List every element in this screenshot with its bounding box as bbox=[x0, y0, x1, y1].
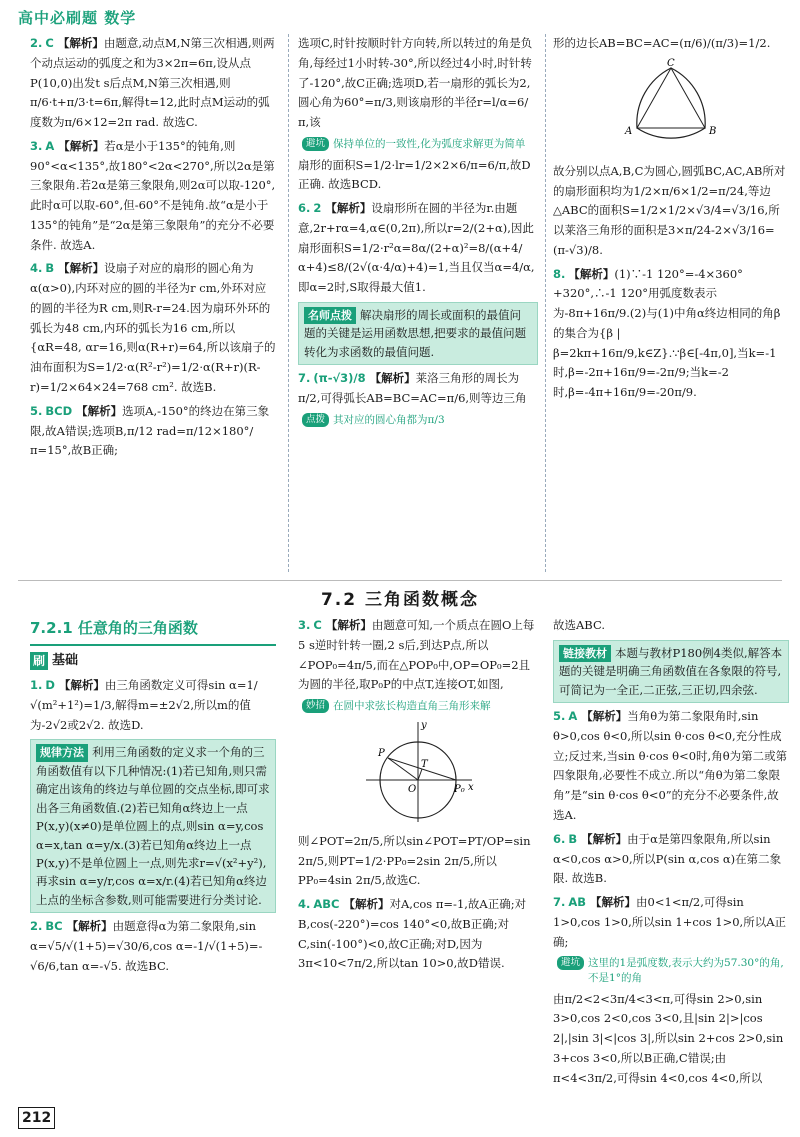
item-text: 选项A,-150°的终边在第三象限,故A错误;选项B,π/12 rad=π/12×180°/π=15°,故B正确; bbox=[30, 403, 270, 458]
solution-item bbox=[30, 676, 276, 735]
item-text: 由于α是第四象限角,所以sin α<0,cos α>0,所以P(sin α,cos α)在第二象限. 故选B. bbox=[553, 831, 782, 886]
solution-item bbox=[30, 917, 276, 976]
solution-item bbox=[298, 199, 538, 298]
item-tag: 【解析】 bbox=[58, 678, 105, 693]
item-number: 6. bbox=[298, 201, 311, 216]
label-x: x bbox=[468, 781, 474, 793]
item-answer: A bbox=[568, 709, 578, 724]
label-y: y bbox=[421, 719, 427, 731]
page-number: 212 bbox=[18, 1107, 55, 1129]
item-text: 由题意得α为第二象限角,sin α=√5/√(1+5)=√30/6,cos α=-1/√(1+5)=-√6/6,tan α=-√5. 故选BC. bbox=[30, 919, 263, 973]
item-tag: 【解析】 bbox=[581, 831, 628, 846]
solution-item bbox=[30, 259, 276, 397]
text-block: 则∠POT=2π/5,所以sin∠POT=PT/OP=sin 2π/5,则PT=1/2·PP₀=2sin 2π/5,所以PP₀=4sin 2π/5,故选C. bbox=[298, 833, 531, 888]
item-number: 5. bbox=[30, 403, 43, 418]
solution-item bbox=[298, 895, 538, 974]
side-note bbox=[302, 699, 538, 714]
item-answer: BC bbox=[45, 919, 63, 934]
item-answer: ABC bbox=[313, 897, 340, 912]
item-tag: 【解析】 bbox=[343, 897, 390, 912]
subsection-title: 7.2.1 任意角的三角函数 bbox=[30, 616, 276, 646]
equilateral-triangle bbox=[637, 68, 705, 128]
solution-item bbox=[553, 830, 789, 889]
item-number: 4. bbox=[30, 261, 43, 276]
item-text: 对A,cos π=-1,故A正确;对B,cos(-220°)=cos 140°<0,故B正确;对C,sin(-100°)<0,故C正确;对D,因为3π<10<7π/2,所以tan 10>0,故D错误. bbox=[298, 897, 527, 971]
text-block: 扇形的面积S=1/2·lr=1/2×2×6/π=6/π,故D正确. 故选BCD. bbox=[298, 157, 531, 192]
item-tag: 【解析】 bbox=[568, 266, 615, 281]
item-answer: B bbox=[568, 831, 578, 846]
section-title: 7.2 三角函数概念 bbox=[320, 590, 480, 610]
side-note bbox=[557, 956, 789, 985]
item-tag: 【解析】 bbox=[58, 138, 105, 153]
item-text: (1)∵-1 120°=-4×360°+320°,∴-1 120°用弧度数表示为-8π+16π/9.(2)与(1)中角α终边相同的角β的集合为{β | β=2kπ+16π/9,k∈Z}.∵β∈[-4π,0],当k=-1时,β=-2π+16π/9=-2π/9;当k=-2时,β=-4π+16π/9=-20π/9. bbox=[553, 266, 781, 400]
brush-icon: 刷 bbox=[30, 652, 48, 670]
note-badge: 妙招 bbox=[302, 699, 329, 713]
item-answer: C bbox=[45, 36, 54, 50]
label-b: B bbox=[709, 125, 717, 137]
bottom-column-2 bbox=[298, 616, 538, 1112]
segment-op bbox=[388, 758, 418, 780]
top-column-3 bbox=[553, 34, 789, 574]
basic-label: 基础 bbox=[52, 652, 79, 668]
column-divider bbox=[545, 34, 546, 572]
solution-item bbox=[553, 707, 789, 826]
label-a: A bbox=[625, 125, 633, 137]
top-column-2 bbox=[298, 34, 538, 574]
item-text: 由0<1<π/2,可得sin 1>0,cos 1>0,所以sin 1+cos 1>0,所以A正确; bbox=[553, 895, 787, 949]
text-block: 故分别以点A,B,C为圆心,圆弧BC,AC,AB所对的扇形面积均为1/2×π/6×1/2=π/24,等边△ABC的面积S=1/2×1/2×√3/4=√3/16,所以莱洛三角形的面积是3×π/24-2×√3/16=(π-√3)/8. bbox=[553, 163, 786, 257]
item-tag: 【解析】 bbox=[66, 919, 113, 934]
header-title: 高中必刷题 数学 bbox=[18, 9, 137, 28]
note-badge: 避坑 bbox=[302, 137, 329, 151]
tip-text: 利用三角函数的定义求一个角的三角函数值有以下几种情况:(1)若已知角,则只需确定出该角的终边与单位圆的交点坐标,即可求出各三角函数值.(2)若已知角α终边上一点P(x,y)(x≠0)是单位圆上的点,则sin α=y,cos α=x,tan α=y/x.(3)若已知角α终边上一点P(x,y)不是单位圆上一点,则先求r=√(x²+y²),再求sin α=y/r,cos α=x/r.(4)若已知角α终边上点的坐标含参数,则可能需要进行分类讨论. bbox=[36, 745, 270, 907]
bottom-column-1 bbox=[30, 616, 276, 1112]
solution-item bbox=[298, 616, 538, 695]
note-text: 这里的1是弧度数,表示大约为57.30°的角,不是1°的角 bbox=[588, 957, 784, 985]
label-p0: P₀ bbox=[454, 783, 465, 795]
note-text: 保持单位的一致性,化为弧度求解更为简单 bbox=[333, 137, 526, 150]
item-number: 4. bbox=[298, 897, 311, 912]
item-answer: BCD bbox=[45, 403, 73, 418]
item-number: 3. bbox=[298, 618, 311, 632]
item-number: 3. bbox=[30, 138, 43, 153]
side-note bbox=[302, 137, 538, 152]
item-tag: 【解析】 bbox=[581, 709, 628, 724]
item-tag: 【解析】 bbox=[76, 403, 123, 418]
note-text: 其对应的圆心角都为π/3 bbox=[333, 413, 445, 426]
label-o: O bbox=[408, 783, 417, 795]
top-column-1 bbox=[30, 34, 276, 574]
item-text: 设扇形所在圆的半径为r.由题意,2r+rα=4,α∈(0,2π),所以r=2/(2+α),因此扇形面积S=1/2·r²α=8α/(2+α)²=8/(α+4/α+4)≤8/(2√(α·4/α)+4)=1,当且仅当α=4/α,即α=2时,S取得最大值1. bbox=[298, 201, 535, 295]
item-number: 8. bbox=[553, 266, 566, 281]
item-answer: AB bbox=[568, 895, 587, 910]
label-t: T bbox=[421, 758, 428, 770]
tip-label: 名师点拨 bbox=[304, 307, 356, 325]
item-number: 5. bbox=[553, 709, 566, 724]
text-block: 选项C,时针按顺时针方向转,所以转过的角是负角,每经过1小时转-30°,所以经过4小时,时针转了-120°,故C正确;选项D,若一扇形的弧长为2,圆心角为60°=π/3,则该扇形的半径r=l/α=6/π,该 bbox=[298, 36, 533, 130]
solution-item bbox=[553, 265, 789, 403]
solution-item bbox=[30, 34, 276, 133]
note-badge: 避坑 bbox=[557, 956, 584, 970]
solution-item bbox=[553, 893, 789, 952]
label-p: P bbox=[378, 747, 385, 759]
item-tag: 【解析】 bbox=[369, 371, 416, 386]
item-number: 7. bbox=[553, 895, 566, 910]
basic-heading bbox=[30, 650, 276, 672]
item-answer: (π-√3)/8 bbox=[313, 371, 366, 386]
item-text: 由三角函数定义可得sin α=1/√(m²+1²)=1/3,解得m=±2√2,所以m的值为-2√2或2√2. 故选D. bbox=[30, 678, 258, 732]
item-tag: 【解析】 bbox=[590, 895, 637, 910]
section-divider bbox=[18, 580, 782, 581]
item-number: 1. bbox=[30, 678, 43, 693]
side-note bbox=[302, 413, 538, 428]
item-answer: B bbox=[45, 261, 55, 276]
item-number: 7. bbox=[298, 371, 311, 386]
item-tag: 【解析】 bbox=[57, 36, 104, 50]
note-text: 在圆中求弦长构造直角三角形来解 bbox=[333, 700, 491, 713]
segment-ot bbox=[418, 769, 422, 780]
solution-item bbox=[298, 369, 538, 409]
tip-box bbox=[30, 739, 276, 913]
reuleaux-triangle-figure bbox=[611, 58, 731, 158]
item-answer: C bbox=[313, 618, 322, 632]
item-text: 由题意,动点M,N第三次相遇,则两个动点运动的弧度之和为3×2π=6π,设从点P(10,0)出发t s后点M,N第三次相遇,则π/6·t+π/3·t=6π,解得t=12,此时点M运动的弧度数为π/6×12=2π rad. 故选C. bbox=[30, 36, 275, 130]
item-tag: 【解析】 bbox=[58, 261, 105, 276]
item-text: 当角θ为第二象限角时,sin θ>0,cos θ<0,所以sin θ·cos θ<0,充分性成立;反过来,当sin θ·cos θ<0时,角θ为第二或第四象限角,必要性不成立.所以“角θ为第二象限角”是“sin θ·cos θ<0”的充分不必要条件,故选A. bbox=[553, 709, 788, 822]
item-tag: 【解析】 bbox=[325, 618, 372, 632]
tip-text: 解决扇形的周长或面积的最值问题的关键是运用函数思想,把要求的最值问题转化为求函数的最值问题. bbox=[304, 307, 527, 359]
text-block: 由π/2<2<3π/4<3<π,可得sin 2>0,sin 3>0,cos 2<0,cos 3<0,且|sin 2|>|cos 2|,|sin 3|<|cos 3|,所以sin 2+cos 2>0,sin 3+cos 3<0,所以B正确,C错误;由π<4<3π/2,可得sin 4<0,cos 4<0,所以 bbox=[553, 991, 784, 1085]
item-tag: 【解析】 bbox=[325, 201, 372, 216]
item-text: 若α是小于135°的钝角,则90°<α<135°,故180°<2α<270°,所以2α是第三象限角.若2α是第三象限角,则2α可以取-120°,此时α可以取-60°,但-60°不是钝角.故“α是小于135°的钝角”是“2α是第三象限角”的充分不必要条件. 故选A. bbox=[30, 138, 276, 252]
item-answer: 2 bbox=[313, 201, 322, 216]
tip-label: 链接教材 bbox=[559, 645, 611, 663]
text-block: 故选ABC. bbox=[553, 618, 606, 632]
text-block: 形的边长AB=BC=AC=(π/6)/(π/3)=1/2. bbox=[553, 36, 771, 50]
item-number: 6. bbox=[553, 831, 566, 846]
unit-circle-figure bbox=[358, 718, 478, 828]
column-divider bbox=[288, 34, 289, 572]
bottom-column-3 bbox=[553, 616, 789, 1112]
note-badge: 点拨 bbox=[302, 413, 329, 427]
solution-item bbox=[30, 137, 276, 256]
tip-text: 本题与教材P180例4类似,解答本题的关键是明确三角函数值在各象限的符号,可简记为一全正,二正弦,三正切,四余弦. bbox=[559, 645, 783, 697]
page-header bbox=[18, 6, 136, 32]
item-text: 设扇子对应的扇形的圆心角为α(α>0),内环对应的圆的半径为r cm,外环对应的圆的半径为R cm,则R-r=24.因为扇环外环的弧长为48 cm,内环的弧长为16 cm,所以{αR=48, αr=16,则α(R+r)=64,所以该扇子的油布面积为S=1/2·α(R²-r²)=1/2·α(R+r)(R-r)=1/2×64×24=768 cm². 故选B. bbox=[30, 261, 276, 395]
item-number: 2. bbox=[30, 919, 43, 934]
tip-label: 规律方法 bbox=[36, 744, 88, 762]
item-answer: D bbox=[45, 678, 55, 693]
tip-box bbox=[553, 640, 789, 703]
item-text: 由题意可知,一个质点在圆O上每5 s逆时针转一圈,2 s后,到达P点,所以∠POP₀=4π/5,而在△POP₀中,OP=OP₀=2且为圆的半径,取P₀P的中点T,连接OT,如图, bbox=[298, 618, 535, 692]
item-answer: A bbox=[45, 138, 55, 153]
label-c: C bbox=[667, 57, 675, 69]
item-text: 莱洛三角形的周长为π/2,可得弧长AB=BC=AC=π/6,则等边三角 bbox=[298, 371, 527, 406]
solution-item bbox=[30, 402, 276, 461]
item-number: 2. bbox=[30, 36, 43, 50]
tip-box bbox=[298, 302, 538, 365]
